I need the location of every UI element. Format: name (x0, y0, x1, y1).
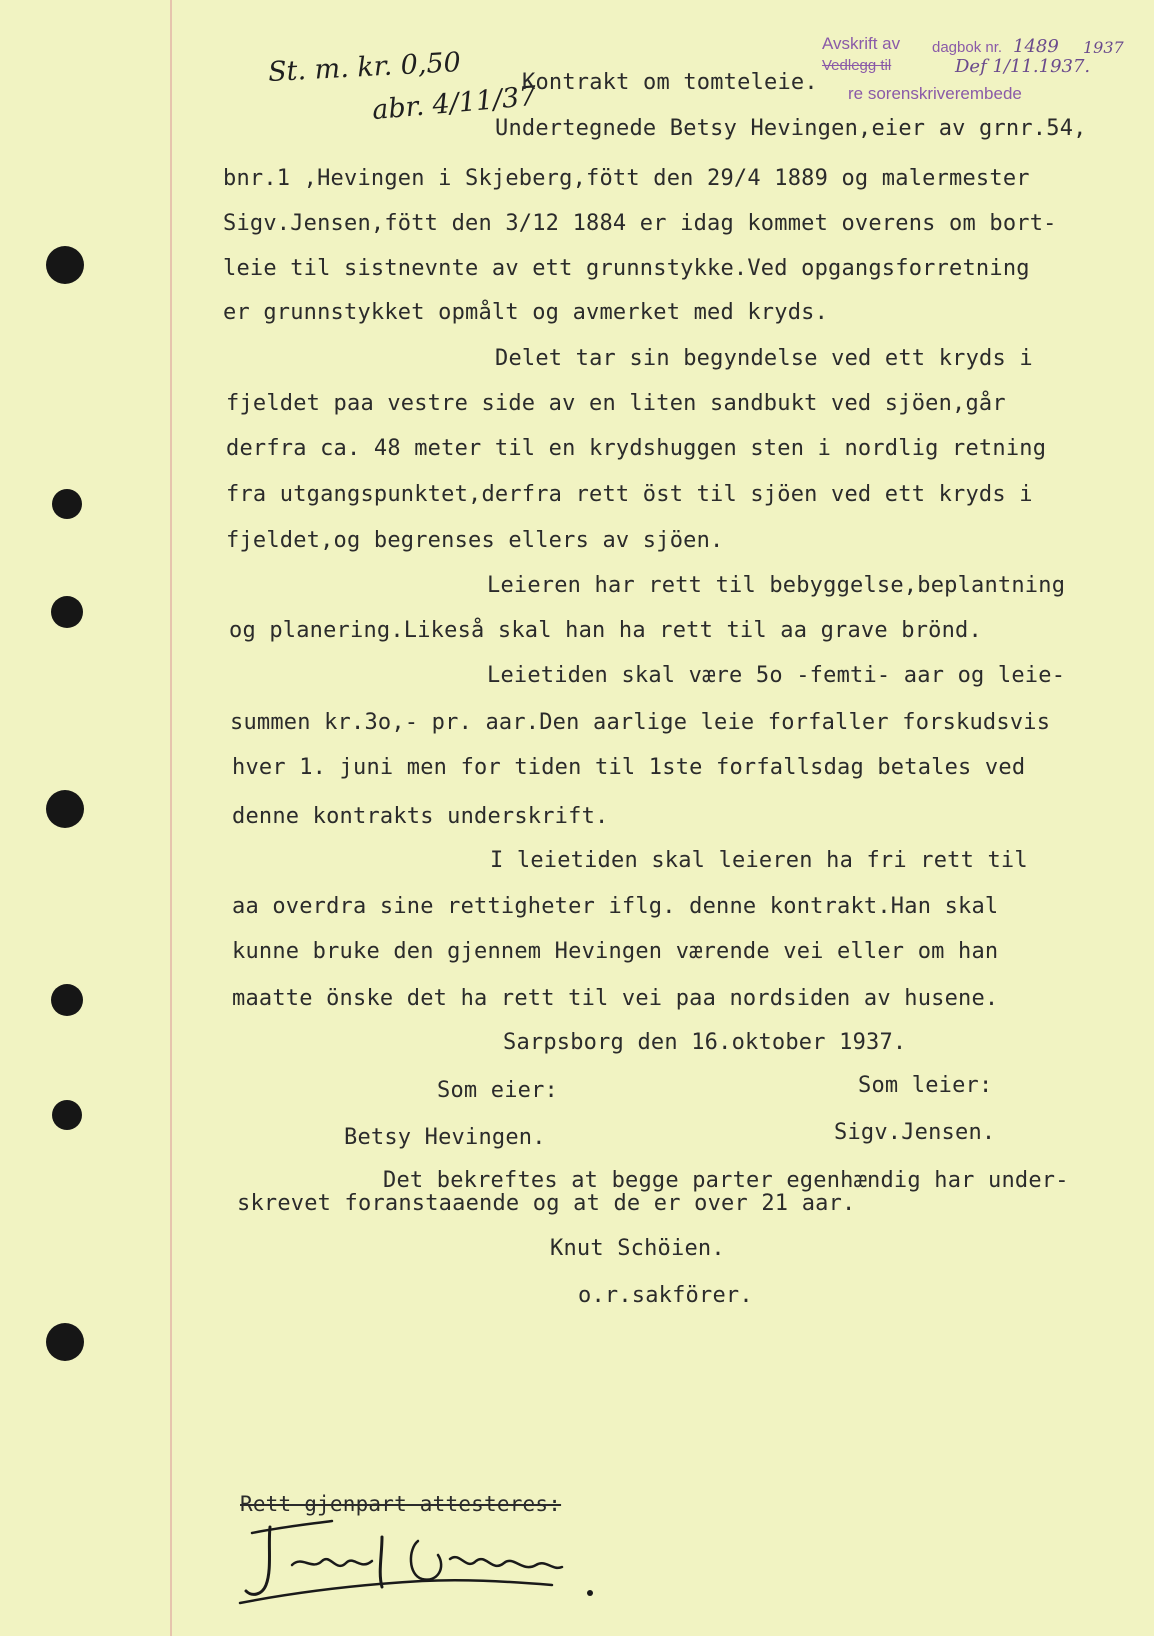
body-line: Leietiden skal være 5o -femti- aar og leie- (487, 663, 1066, 688)
attester-title: o.r.sakförer. (578, 1283, 753, 1308)
stamp-journal-label: dagbok nr. (932, 39, 1003, 56)
body-line: denne kontrakts underskrift. (232, 804, 609, 829)
body-line: Undertegnede Betsy Hevingen,eier av grnr.54, (495, 116, 1087, 141)
attestation-line: skrevet foranstaaende og at de er over 21 aar. (237, 1191, 856, 1216)
owner-name: Betsy Hevingen. (344, 1125, 546, 1150)
body-line: I leietiden skal leieren ha fri rett til (490, 848, 1028, 873)
body-line: fra utgangspunktet,derfra rett öst til sjöen ved ett kryds i (226, 482, 1033, 507)
body-line: Delet tar sin begyndelse ved ett kryds i (495, 346, 1033, 371)
stamp-date: Def 1/11.1937. (955, 56, 1091, 77)
body-line: fjeldet,og begrenses ellers av sjöen. (226, 528, 724, 553)
binder-hole (46, 1323, 84, 1361)
binder-hole (51, 596, 83, 628)
body-line: leie til sistnevnte av ett grunnstykke.Ved opgangsforretning (223, 256, 1030, 281)
place-date-line: Sarpsborg den 16.oktober 1937. (503, 1030, 907, 1055)
margin-note-ref: abr. 4/11/37 (370, 80, 538, 127)
binder-hole (46, 246, 84, 284)
handwritten-signature (232, 1515, 612, 1615)
body-line: bnr.1 ,Hevingen i Skjeberg,fött den 29/4 1889 og malermester (223, 166, 1030, 191)
binder-hole (52, 489, 82, 519)
binder-hole (46, 790, 84, 828)
body-line: aa overdra sine rettigheter iflg. denne kontrakt.Han skal (232, 894, 999, 919)
margin-rule (170, 0, 172, 1636)
stamp-office: re sorenskriverembede (848, 84, 1022, 103)
body-line: kunne bruke den gjennem Hevingen værende vei eller om han (232, 939, 999, 964)
body-line: fjeldet paa vestre side av en liten sandbukt ved sjöen,går (226, 391, 1006, 416)
document-title: Kontrakt om tomteleie. (522, 70, 818, 95)
owner-label: Som eier: (437, 1078, 559, 1103)
body-line: hver 1. juni men for tiden til 1ste forfallsdag betales ved (232, 755, 1026, 780)
body-line: er grunnstykket opmålt og avmerket med kryds. (223, 300, 829, 325)
binder-hole (51, 984, 83, 1016)
stamp-struck-label: Vedlegg til (822, 57, 892, 74)
body-line: derfra ca. 48 meter til en krydshuggen sten i nordlig retning (226, 436, 1047, 461)
stamp-label: Avskrift av (822, 34, 901, 53)
tenant-name: Sigv.Jensen. (834, 1120, 996, 1145)
stamp-year: 1937 (1083, 38, 1124, 57)
attestation-line: Det bekreftes at begge parter egenhændig har under- (383, 1168, 1069, 1193)
body-line: maatte önske det ha rett til vei paa nordsiden av husene. (232, 986, 999, 1011)
body-line: og planering.Likeså skal han ha rett til aa grave brönd. (229, 618, 982, 643)
margin-note-fee: St. m. kr. 0,50 (267, 46, 462, 89)
body-line: Leieren har rett til bebyggelse,beplantning (487, 573, 1066, 598)
attester-name: Knut Schöien. (550, 1236, 725, 1261)
stamp-journal-number: 1489 (1013, 36, 1059, 57)
body-line: summen kr.3o,- pr. aar.Den aarlige leie forfaller forskudsvis (230, 710, 1051, 735)
tenant-label: Som leier: (858, 1073, 993, 1098)
body-line: Sigv.Jensen,fött den 3/12 1884 er idag kommet overens om bort- (223, 211, 1057, 236)
certification-line-struck: Rett gjenpart attesteres: (240, 1492, 562, 1516)
binder-hole (52, 1100, 82, 1130)
